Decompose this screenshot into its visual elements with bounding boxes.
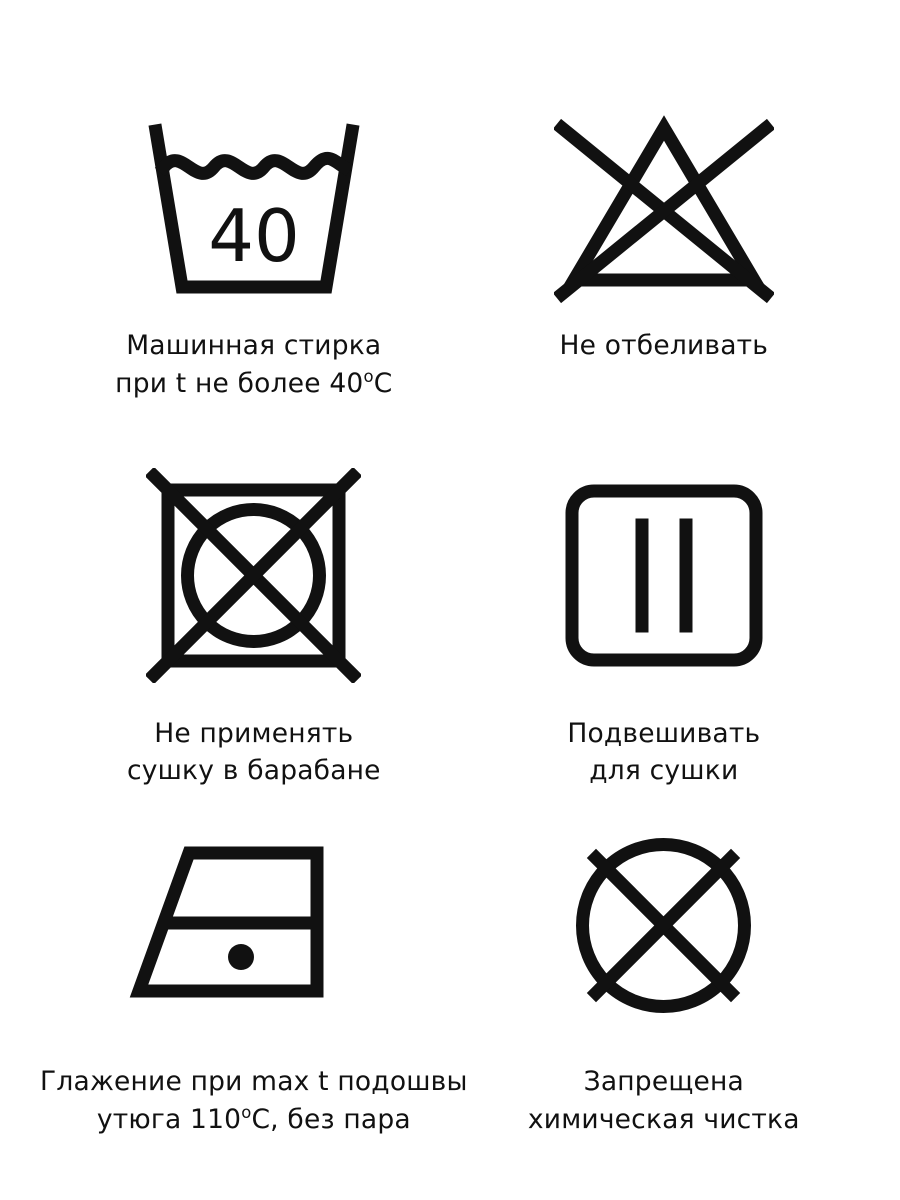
caption-line: Глажение при max t подошвы bbox=[40, 1066, 468, 1098]
wash-tub-40-icon bbox=[134, 96, 374, 321]
caption-line: утюга $110^оС$, без пара bbox=[96, 1103, 411, 1135]
care-symbol-item-iron bbox=[40, 805, 468, 1160]
care-symbol-item-machine-wash bbox=[40, 96, 468, 451]
caption-line: Запрещена bbox=[583, 1066, 744, 1098]
wash-temperature-value: 40 bbox=[208, 193, 300, 278]
caption-line: Не применять bbox=[154, 717, 354, 749]
care-symbol-caption bbox=[127, 715, 381, 790]
caption-line: Не отбеливать bbox=[559, 330, 769, 361]
caption-line: при t не более $40^оС$ bbox=[115, 366, 393, 399]
care-symbol-caption bbox=[560, 327, 769, 365]
care-symbol-item-no-bleach bbox=[468, 96, 860, 451]
care-symbol-caption bbox=[115, 327, 392, 402]
tumble-dry-crossed-icon bbox=[146, 451, 361, 701]
triangle-crossed-no-bleach-icon bbox=[554, 96, 774, 321]
care-symbol-item-no-tumble-dry bbox=[40, 451, 468, 806]
caption-line: химическая чистка bbox=[527, 1103, 800, 1135]
caption-line: сушку в барабане bbox=[126, 755, 381, 787]
care-symbol-caption bbox=[528, 1063, 800, 1138]
caption-line: Подвешивать bbox=[567, 717, 761, 749]
care-symbol-item-line-dry bbox=[468, 451, 860, 806]
circle-crossed-no-dry-clean-icon bbox=[571, 805, 756, 1045]
caption-line: Машинная стирка bbox=[126, 330, 382, 361]
line-dry-hang-icon bbox=[564, 451, 764, 701]
care-symbols-grid bbox=[40, 96, 860, 1160]
iron-dot-icon bbox=[228, 944, 254, 970]
care-symbol-item-no-dry-clean bbox=[468, 805, 860, 1160]
caption-line: для сушки bbox=[589, 755, 739, 787]
care-symbol-caption bbox=[40, 1063, 468, 1138]
iron-one-dot-icon bbox=[129, 805, 379, 1045]
care-symbol-caption bbox=[567, 715, 760, 790]
